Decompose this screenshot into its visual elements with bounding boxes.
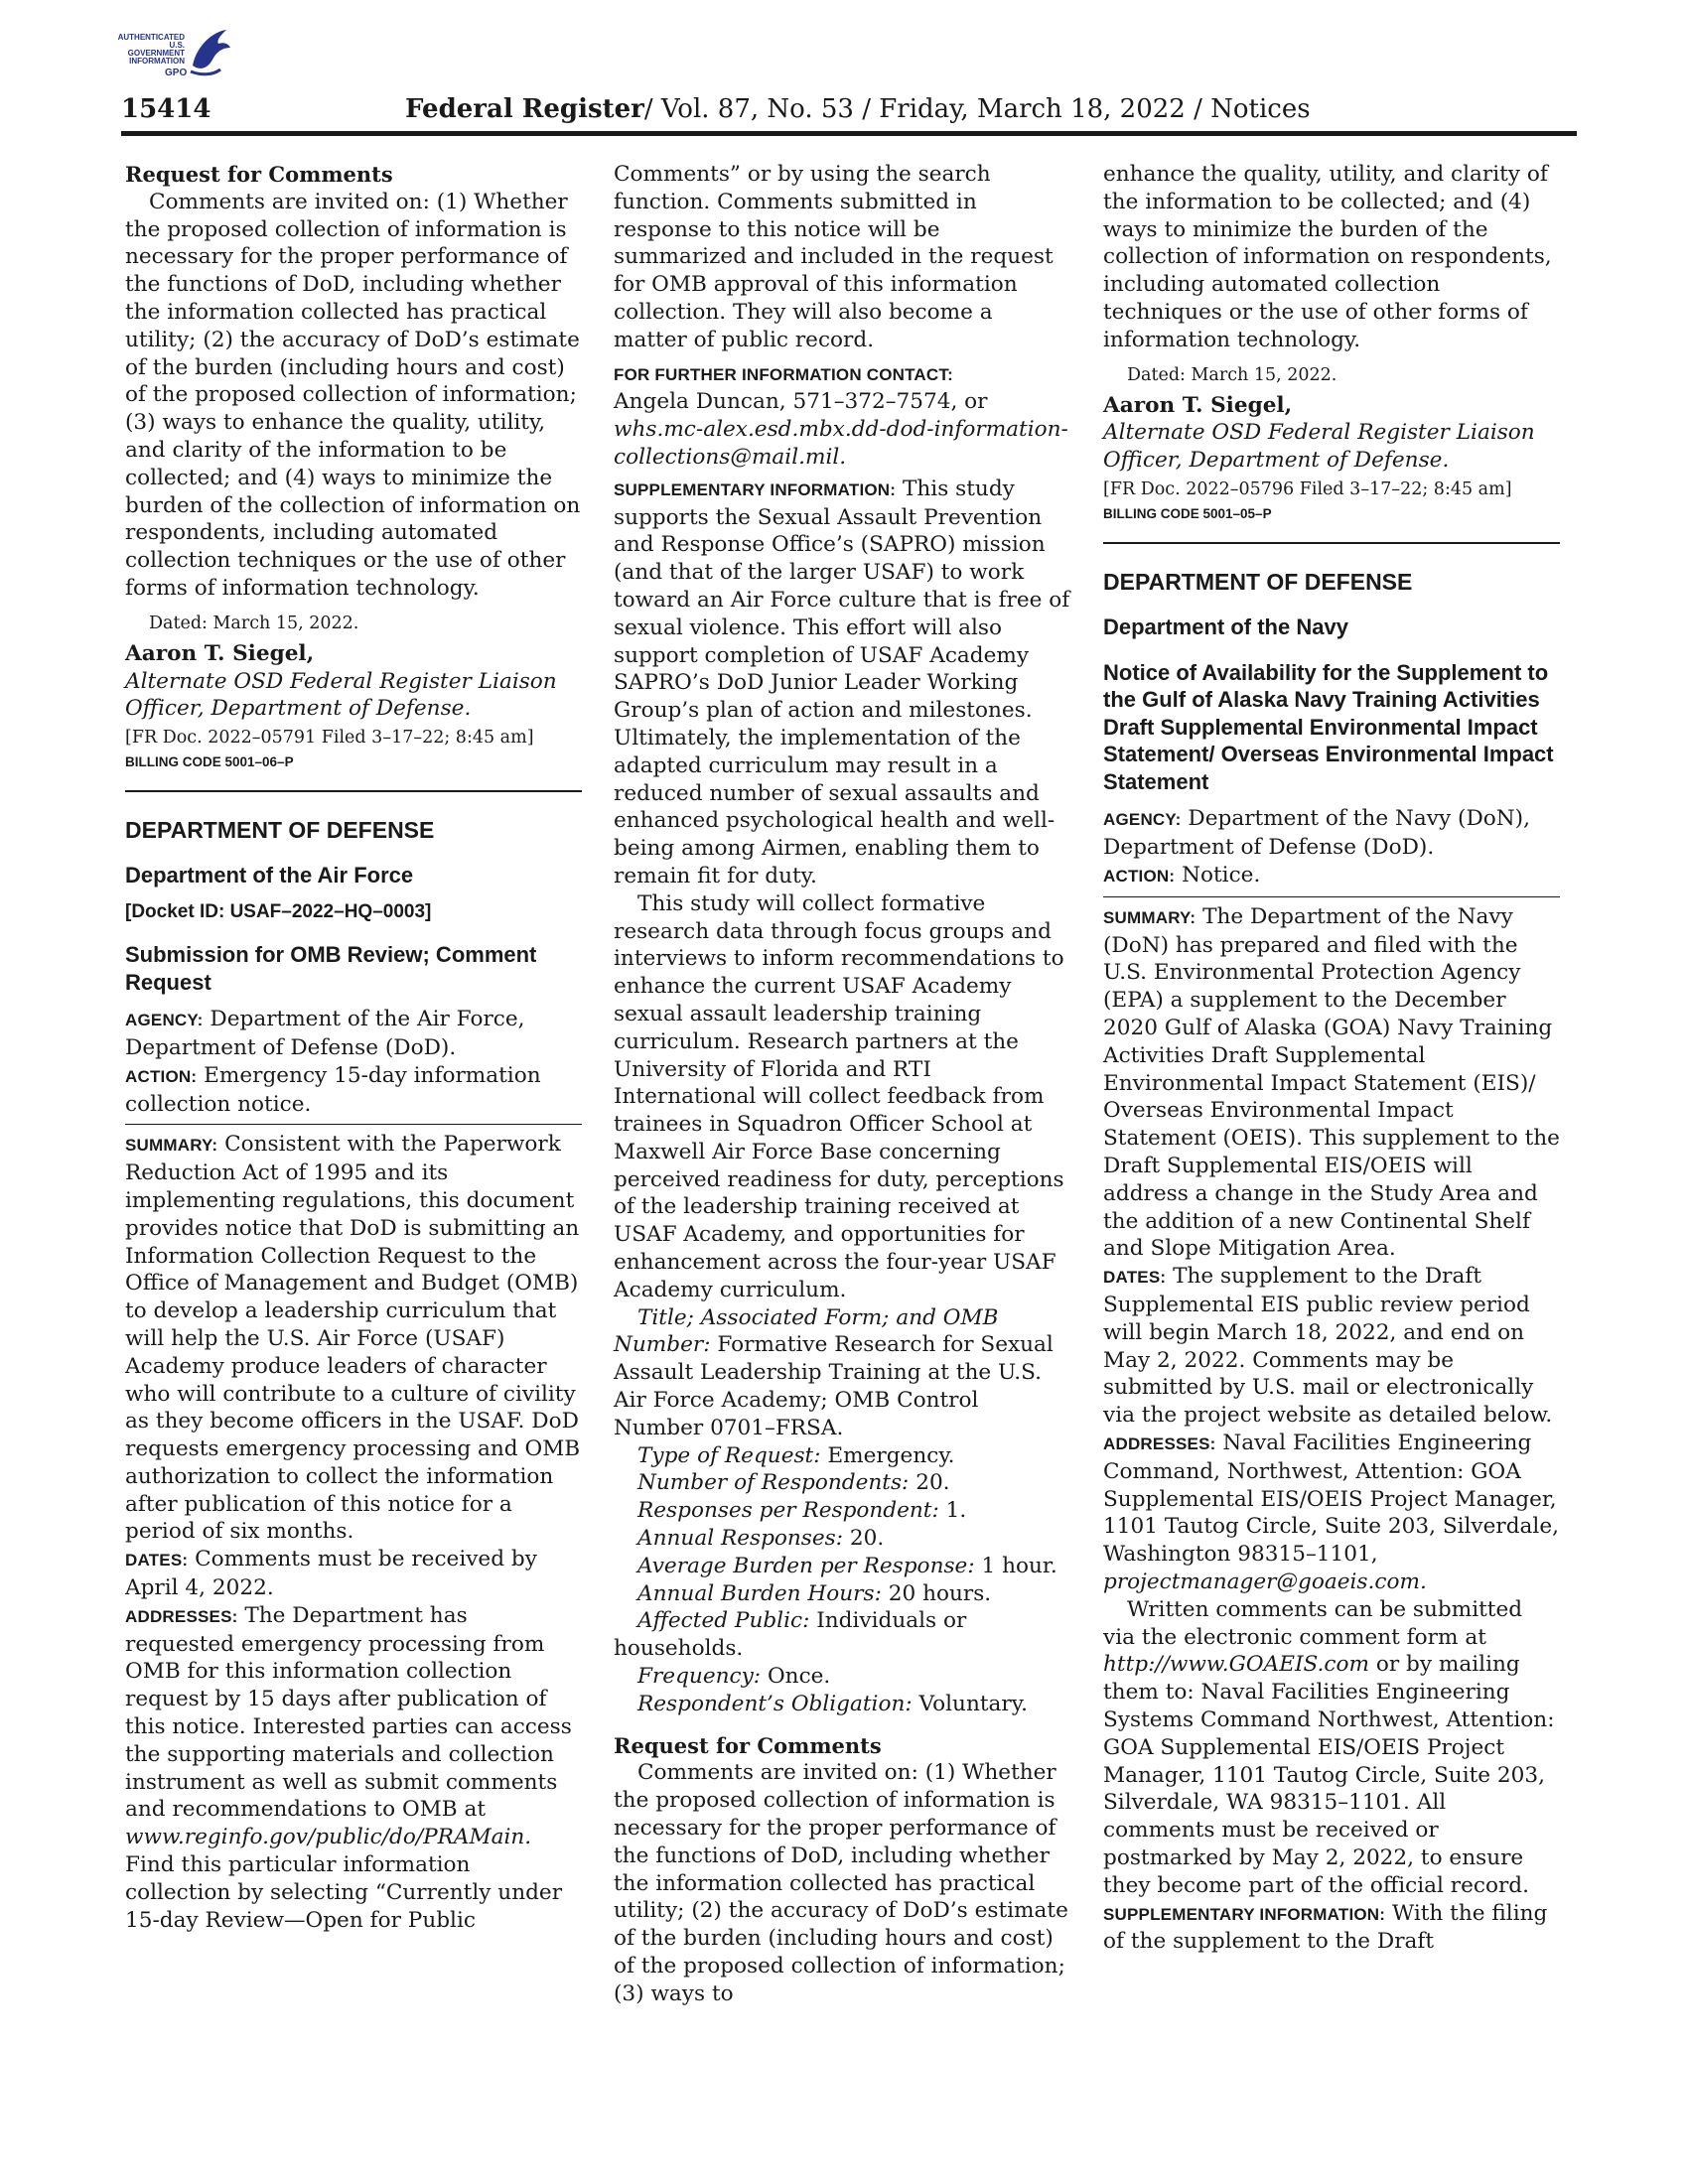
- dates-field: [125, 1546, 582, 1602]
- summary-field: [1103, 903, 1560, 1263]
- billing-code: BILLING CODE 5001–05–P: [1103, 505, 1272, 521]
- field-value: Emergency.: [827, 1442, 955, 1468]
- paragraph: This study will collect formative research data through focus groups and interviews to inform recommendations to enhance the current USAF Academy sexual assault leadership training curriculum. Research partners at the University of Florida and RTI International will collect feedback from trainees in Squadron Officer School at Maxwell Air Force Base concerning perceived readiness for duty, perceptions of the leadership training received at USAF Academy, and opportunities for enhancement across the four-year USAF Academy curriculum.: [614, 890, 1064, 1302]
- supplementary-label: SUPPLEMENTARY INFORMATION:: [1103, 1904, 1386, 1924]
- field-label: Average Burden per Response:: [637, 1553, 975, 1578]
- addresses-label: ADDRESSES:: [125, 1606, 238, 1626]
- field-label: Number of Respondents:: [637, 1470, 910, 1496]
- signer-title: Alternate OSD Federal Register Liaison Officer, Department of Defense.: [125, 668, 557, 722]
- contact-field: [614, 360, 1070, 472]
- document-title: Submission for OMB Review; Comment Request: [125, 942, 537, 995]
- section-heading: Request for Comments: [614, 1732, 882, 1758]
- divider: [1103, 896, 1560, 897]
- responses-per-field: [614, 1497, 1070, 1525]
- agency-field: [1103, 805, 1560, 862]
- addresses-text: The Department has requested emergency processing from OMB for this information collection request by 15 days after publication of this notice. Interested parties can access the supporting materials and collection instrument as well as submit comments and recommendations to OMB at: [125, 1602, 572, 1823]
- logo-line1: AUTHENTICATED: [117, 33, 185, 42]
- written-comments-paragraph: [1103, 1596, 1560, 1900]
- addresses-field: [125, 1602, 582, 1935]
- sub-agency-heading: Department of the Air Force: [125, 863, 414, 888]
- field-label: Annual Burden Hours:: [637, 1580, 882, 1606]
- signer-name: Aaron T. Siegel,: [125, 640, 315, 666]
- summary-label: SUMMARY:: [1103, 907, 1196, 927]
- action-label: ACTION:: [125, 1066, 198, 1086]
- agency-field: [125, 1006, 582, 1062]
- action-text: Notice.: [1182, 863, 1261, 888]
- divider: [125, 790, 582, 792]
- field-value: Once.: [767, 1664, 831, 1690]
- sub-agency-heading: Department of the Navy: [1103, 614, 1348, 639]
- supplementary-label: SUPPLEMENTARY INFORMATION:: [614, 479, 897, 499]
- contact-email-link[interactable]: whs.mc-alex.esd.mbx.dd-dod-information-collections@mail.mil.: [614, 417, 1068, 470]
- field-label: Type of Request:: [637, 1442, 821, 1468]
- paragraph-text: or by mailing them to: Naval Facilities Engineering Systems Command Northwest, Attention: GOA Supplemental EIS/OEIS Project Manager, 1101 Tautog Circle, Suite 203, Silverdale, WA 98315–1101. All comments must be received or postmarked by May 2, 2022, to ensure they become part of the official record.: [1103, 1652, 1555, 1898]
- divider: [125, 1124, 582, 1125]
- agency-label: AGENCY:: [1103, 810, 1182, 830]
- docket-id: [Docket ID: USAF–2022–HQ–0003]: [125, 901, 432, 923]
- field-label: Annual Responses:: [637, 1526, 844, 1552]
- signer-title: Alternate OSD Federal Register Liaison Officer, Department of Defense.: [1103, 420, 1535, 474]
- paragraph: enhance the quality, utility, and clarity of the information to be collected; and (4) ways to minimize the burden of the collection of information on respondents, including automated collection techniques or the use of other forms of information technology.: [1103, 162, 1552, 352]
- field-value: 20 hours.: [888, 1580, 992, 1606]
- column-3: [1103, 161, 1560, 1956]
- column-2: [614, 161, 1070, 2008]
- addresses-label: ADDRESSES:: [1103, 1434, 1216, 1453]
- field-value: 20.: [849, 1526, 885, 1552]
- gpo-mark: GPO: [165, 68, 188, 78]
- supplementary-text: With the filing of the supplement to the Draft: [1103, 1900, 1548, 1955]
- agency-label: AGENCY:: [125, 1011, 204, 1030]
- gpo-authentication-logo: [115, 26, 232, 95]
- affected-public-field: [614, 1607, 1070, 1663]
- logo-text: [115, 34, 185, 66]
- supplementary-field: [1103, 1900, 1560, 1957]
- summary-text: Consistent with the Paperwork Reduction Act of 1995 and its implementing regulations, this document provides notice that DoD is submitting an Information Collection Request to the Office of Management and Budget (OMB) to develop a leadership curriculum that will help the U.S. Air Force (USAF) Academy produce leaders of character who will contribute to a culture of civility as they become officers in the USAF. DoD requests emergency processing and OMB authorization to collect the information after publication of this notice for a period of six months.: [125, 1132, 581, 1545]
- fr-doc-line: [FR Doc. 2022–05791 Filed 3–17–22; 8:45 am]: [125, 728, 534, 749]
- document-title: Notice of Availability for the Supplement to the Gulf of Alaska Navy Training Activities Draft Supplemental Environmental Impact Statement/ Overseas Environmental Impact Statement: [1103, 659, 1554, 794]
- title-text: Formative Research for Sexual Assault Leadership Training at the U.S. Air Force Academy; OMB Control Number 0701–FRSA.: [614, 1332, 1054, 1440]
- field-value: 1.: [945, 1498, 967, 1524]
- header-rule: [121, 131, 1577, 136]
- divider: [1103, 542, 1560, 544]
- supplementary-text: This study supports the Sexual Assault Prevention and Response Office’s (SAPRO) mission (and that of the larger USAF) to work toward an Air Force culture that is free of sexual violence. This effort will also support completion of USAF Academy SAPRO’s DoD Junior Leader Working Group’s plan of action and milestones. Ultimately, the implementation of the adapted curriculum may result in a reduced number of sexual assaults and enhanced psychological health and well-being among Airmen, enabling them to remain fit for duty.: [614, 476, 1070, 888]
- billing-code: BILLING CODE 5001–06–P: [125, 754, 294, 770]
- volume-info: / Vol. 87, No. 53 / Friday, March 18, 2022 / Notices: [643, 94, 1311, 124]
- supplementary-field: [614, 476, 1070, 890]
- annual-burden-field: [614, 1580, 1070, 1608]
- addresses-tail: Find this particular information collection by selecting “Currently under 15-day Review—Open for Public: [125, 1852, 563, 1933]
- field-value: 20.: [915, 1470, 950, 1496]
- agency-text: Department of the Navy (DoN), Department of Defense (DoD).: [1103, 806, 1530, 861]
- field-label: Respondent’s Obligation:: [637, 1691, 913, 1716]
- publication-name: Federal Register: [405, 94, 644, 124]
- summary-text: The Department of the Navy (DoN) has prepared and filed with the U.S. Environmental Protection Agency (EPA) a supplement to the December 2020 Gulf of Alaska (GOA) Navy Training Activities Draft Supplemental Environmental Impact Statement (EIS)/ Overseas Environmental Impact Statement (OEIS). This supplement to the Draft Supplemental EIS/OEIS will address a change in the Study Area and the addition of a new Continental Shelf and Slope Mitigation Area.: [1103, 903, 1560, 1262]
- addresses-text: Naval Facilities Engineering Command, Northwest, Attention: GOA Supplemental EIS/OEIS Project Manager, 1101 Tautog Circle, Suite 203, Silverdale, Washington 98315–1101,: [1103, 1431, 1559, 1568]
- dated-line: Dated: March 15, 2022.: [149, 613, 359, 633]
- column-1: [125, 161, 582, 1934]
- field-label: Affected Public:: [637, 1608, 810, 1634]
- project-email-link[interactable]: projectmanager@goaeis.com.: [1103, 1569, 1427, 1594]
- respondents-field: [614, 1469, 1070, 1497]
- section-heading: Request for Comments: [125, 162, 393, 187]
- field-value: 1 hour.: [981, 1553, 1057, 1578]
- field-label: Responses per Respondent:: [637, 1498, 939, 1524]
- contact-label: FOR FURTHER INFORMATION CONTACT:: [614, 364, 953, 384]
- field-value: Individuals or households.: [614, 1608, 967, 1662]
- contact-text: Angela Duncan, 571–372–7574, or: [614, 389, 988, 415]
- running-head: [405, 93, 1311, 125]
- dates-text: Comments must be received by April 4, 2022.: [125, 1547, 537, 1601]
- dates-label: DATES:: [125, 1551, 189, 1570]
- page-header: [121, 93, 1575, 127]
- agency-heading: DEPARTMENT OF DEFENSE: [1103, 568, 1413, 595]
- action-field: [1103, 862, 1560, 890]
- paragraph: Comments” or by using the search function. Comments submitted in response to this notice will be summarized and included in the request for OMB approval of this information collection. They will also become a matter of public record.: [614, 162, 1054, 352]
- dated-line: Dated: March 15, 2022.: [1127, 364, 1337, 385]
- field-value: Voluntary.: [918, 1691, 1028, 1716]
- dates-text: The supplement to the Draft Supplemental EIS public review period will begin March 18, 2022, and end on May 2, 2022. Comments may be submitted by U.S. mail or electronically via the project website as detailed below.: [1103, 1264, 1553, 1429]
- goaeis-link[interactable]: http://www.GOAEIS.com: [1103, 1652, 1369, 1678]
- logo-line2: U.S. GOVERNMENT: [127, 41, 185, 58]
- paragraph: Comments are invited on: (1) Whether the proposed collection of information is necessary for the proper performance of the functions of DoD, including whether the information collected has practical utility; (2) the accuracy of DoD’s estimate of the burden (including hours and cost) of the proposed collection of information; (3) ways to: [614, 1760, 1068, 2006]
- fr-doc-line: [FR Doc. 2022–05796 Filed 3–17–22; 8:45 am]: [1103, 478, 1512, 499]
- title-field: [614, 1304, 1070, 1442]
- summary-label: SUMMARY:: [125, 1136, 218, 1156]
- avg-burden-field: [614, 1553, 1070, 1580]
- dates-label: DATES:: [1103, 1268, 1167, 1288]
- annual-responses-field: [614, 1525, 1070, 1553]
- agency-text: Department of the Air Force, Department of Defense (DoD).: [125, 1007, 525, 1060]
- eagle-icon: [187, 26, 232, 81]
- logo-line3: INFORMATION: [129, 57, 185, 66]
- action-text: Emergency 15-day information collection notice.: [125, 1062, 541, 1117]
- dates-field: [1103, 1263, 1560, 1430]
- type-field: [614, 1442, 1070, 1470]
- signer-name: Aaron T. Siegel,: [1103, 392, 1293, 418]
- summary-field: [125, 1131, 582, 1546]
- frequency-field: [614, 1663, 1070, 1691]
- title-label: Title; Associated Form; and OMB Number:: [614, 1304, 999, 1358]
- reginfo-link[interactable]: www.reginfo.gov/public/do/PRAMain.: [125, 1825, 532, 1850]
- page-number: 15414: [121, 94, 211, 124]
- paragraph: Comments are invited on: (1) Whether the proposed collection of information is necessary for the proper performance of the functions of DoD, including whether the information collected has practical utility; (2) the accuracy of DoD’s estimate of the burden (including hours and cost) of the proposed collection of information; (3) ways to enhance the quality, utility, and clarity of the information to be collected; and (4) ways to minimize the burden of the collection of information on respondents, including automated collection techniques or the use of other forms of information technology.: [125, 189, 581, 601]
- action-field: [125, 1062, 582, 1119]
- field-label: Frequency:: [637, 1664, 762, 1690]
- agency-heading: DEPARTMENT OF DEFENSE: [125, 817, 435, 844]
- addresses-field: [1103, 1430, 1560, 1596]
- action-label: ACTION:: [1103, 867, 1176, 887]
- obligation-field: [614, 1691, 1070, 1718]
- paragraph-text: Written comments can be submitted via the electronic comment form at: [1103, 1596, 1523, 1650]
